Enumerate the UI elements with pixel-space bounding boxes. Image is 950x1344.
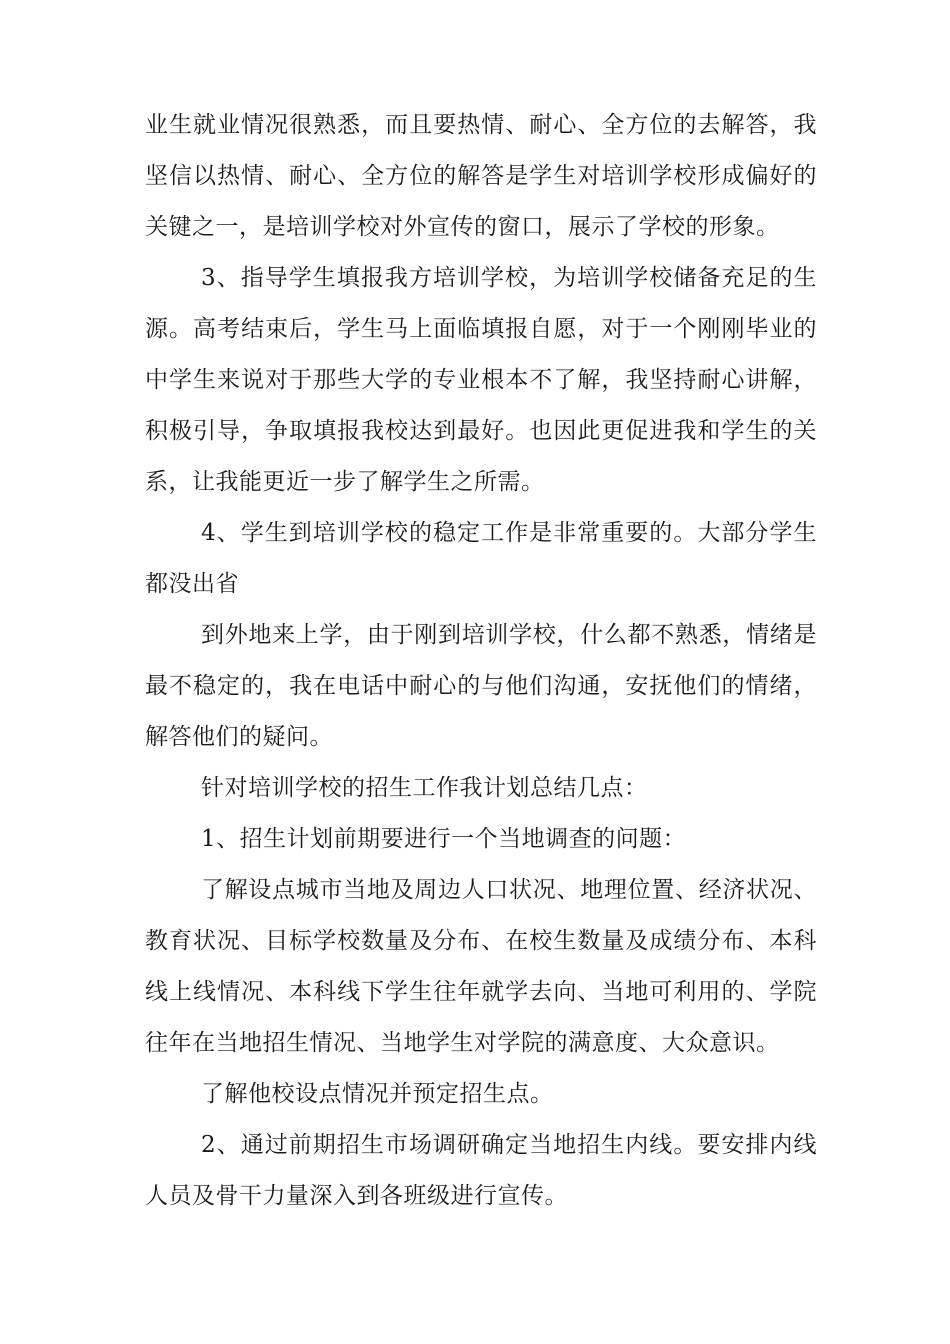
- paragraph-3: 4、学生到培训学校的稳定工作是非常重要的。大部分学生都没出省: [145, 520, 817, 597]
- document-body: [145, 100, 817, 1222]
- paragraph-4: 到外地来上学，由于刚到培训学校，什么都不熟悉，情绪是最不稳定的，我在电话中耐心的与他们沟通，安抚他们的情绪，解答他们的疑问。: [145, 622, 817, 750]
- paragraph-5: 针对培训学校的招生工作我计划总结几点：: [201, 775, 648, 801]
- paragraph-6: 1、招生计划前期要进行一个当地调查的问题：: [201, 826, 687, 852]
- paragraph-7: 了解设点城市当地及周边人口状况、地理位置、经济状况、教育状况、目标学校数量及分布、在校生数量及成绩分布、本科线上线情况、本科线下学生往年就学去向、当地可利用的、学院往年在当地招生情况、当地学生对学院的满意度、大众意识。: [145, 877, 817, 1056]
- paragraph-9: 2、通过前期招生市场调研确定当地招生内线。要安排内线人员及骨干力量深入到各班级进行宣传。: [145, 1132, 817, 1209]
- paragraph-1: 业生就业情况很熟悉，而且要热情、耐心、全方位的去解答，我坚信以热情、耐心、全方位的解答是学生对培训学校形成偏好的关键之一，是培训学校对外宣传的窗口，展示了学校的形象。: [145, 112, 817, 240]
- paragraph-8: 了解他校设点情况并预定招生点。: [201, 1081, 554, 1107]
- paragraph-2: 3、指导学生填报我方培训学校，为培训学校储备充足的生源。高考结束后，学生马上面临填报自愿，对于一个刚刚毕业的中学生来说对于那些大学的专业根本不了解，我坚持耐心讲解，积极引导，争取填报我校达到最好。也因此更促进我和学生的关系，让我能更近一步了解学生之所需。: [145, 265, 817, 495]
